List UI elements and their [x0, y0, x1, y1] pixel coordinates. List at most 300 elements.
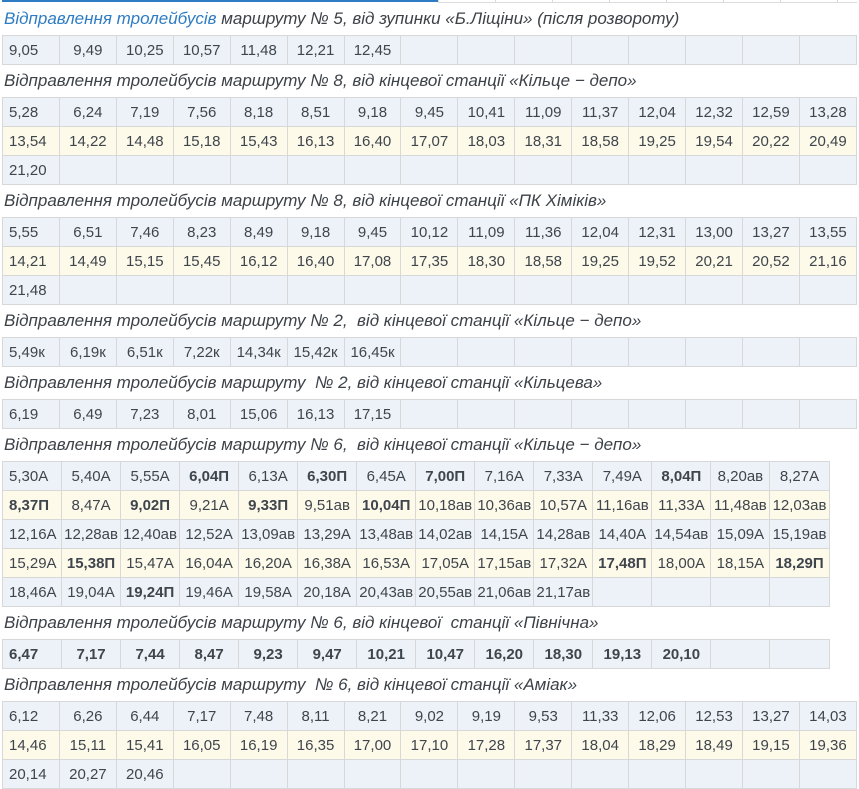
time-cell: 15,38П — [62, 549, 121, 578]
table-row — [3, 400, 857, 429]
section-title-route-2-kiltseva — [4, 372, 857, 394]
time-cell: 16,38А — [298, 549, 357, 578]
schedule-table-route-8-pk-khimikiv — [2, 217, 857, 305]
clipped-table-edge — [438, 0, 857, 3]
time-cell: 15,45 — [173, 247, 230, 276]
time-cell: 20,10 — [652, 640, 711, 669]
schedule-table-route-6-amiak — [2, 701, 857, 789]
time-cell: 20,21 — [686, 247, 743, 276]
clipped-blue-rule — [2, 0, 438, 3]
time-cell: 11,48 — [230, 36, 287, 65]
section-title-route-6-amiak — [4, 674, 857, 696]
time-cell: 12,40ав — [121, 520, 180, 549]
time-cell: 19,13 — [593, 640, 652, 669]
time-cell: 9,47 — [298, 640, 357, 669]
section-title-route-5-b-lishchyny — [4, 8, 857, 30]
empty-cell — [287, 760, 344, 789]
empty-cell — [742, 156, 799, 185]
empty-cell — [173, 156, 230, 185]
time-cell: 7,48 — [230, 702, 287, 731]
table-row — [3, 338, 857, 367]
time-cell: 6,04П — [180, 462, 239, 491]
time-cell: 18,00А — [652, 549, 711, 578]
time-cell: 10,57А — [534, 491, 593, 520]
empty-cell — [799, 760, 856, 789]
section-title-route-8-pk-khimikiv — [4, 190, 857, 212]
title-text: Відправлення тролейбусів маршруту № 2, від кінцевої станції «Кільцева» — [4, 373, 603, 392]
empty-cell — [59, 276, 116, 305]
time-cell: 10,25 — [116, 36, 173, 65]
time-cell: 20,46 — [116, 760, 173, 789]
time-cell: 8,20ав — [711, 462, 770, 491]
time-cell: 6,51 — [59, 218, 116, 247]
time-cell: 9,45 — [344, 218, 401, 247]
table-row — [3, 247, 857, 276]
time-cell: 17,07 — [401, 127, 458, 156]
empty-cell — [401, 36, 458, 65]
time-cell: 11,48ав — [711, 491, 770, 520]
time-cell: 18,30 — [534, 640, 593, 669]
table-row — [3, 491, 830, 520]
empty-cell — [173, 276, 230, 305]
time-cell: 11,33 — [572, 702, 629, 731]
time-cell: 8,47А — [62, 491, 121, 520]
time-cell: 19,52 — [629, 247, 686, 276]
section-title-route-2-kiltse-depo — [4, 310, 857, 332]
time-cell: 15,41 — [116, 731, 173, 760]
time-cell: 12,16А — [3, 520, 62, 549]
empty-cell — [458, 276, 515, 305]
time-cell: 10,41 — [458, 98, 515, 127]
time-cell: 20,43ав — [357, 578, 416, 607]
time-cell: 17,10 — [401, 731, 458, 760]
time-cell: 19,58А — [239, 578, 298, 607]
time-cell: 8,37П — [3, 491, 62, 520]
table-row — [3, 127, 857, 156]
empty-cell — [742, 338, 799, 367]
empty-cell — [686, 400, 743, 429]
empty-cell — [686, 36, 743, 65]
time-cell: 17,35 — [401, 247, 458, 276]
time-cell: 16,35 — [287, 731, 344, 760]
time-cell: 8,04П — [652, 462, 711, 491]
time-cell: 16,20 — [475, 640, 534, 669]
time-cell: 8,49 — [230, 218, 287, 247]
time-cell: 15,15 — [116, 247, 173, 276]
time-cell: 12,06 — [629, 702, 686, 731]
table-row — [3, 702, 857, 731]
time-cell: 13,27 — [742, 702, 799, 731]
time-cell: 16,13 — [287, 127, 344, 156]
empty-cell — [686, 338, 743, 367]
table-row — [3, 462, 830, 491]
time-cell: 13,28 — [799, 98, 856, 127]
empty-cell — [458, 156, 515, 185]
empty-cell — [515, 338, 572, 367]
time-cell: 20,52 — [742, 247, 799, 276]
time-cell: 12,52А — [180, 520, 239, 549]
empty-cell — [230, 276, 287, 305]
time-cell: 17,15 — [344, 400, 401, 429]
time-cell: 8,27А — [770, 462, 829, 491]
time-cell: 16,13 — [287, 400, 344, 429]
empty-cell — [401, 400, 458, 429]
empty-cell — [401, 276, 458, 305]
time-cell: 21,20 — [3, 156, 60, 185]
time-cell: 7,49А — [593, 462, 652, 491]
time-cell: 15,43 — [230, 127, 287, 156]
table-row — [3, 36, 857, 65]
time-cell: 20,14 — [3, 760, 60, 789]
empty-cell — [686, 276, 743, 305]
time-cell: 10,47 — [416, 640, 475, 669]
empty-cell — [515, 276, 572, 305]
time-cell: 9,49 — [59, 36, 116, 65]
time-cell: 14,48 — [116, 127, 173, 156]
time-cell: 9,33П — [239, 491, 298, 520]
time-cell: 16,12 — [230, 247, 287, 276]
time-cell: 8,01 — [173, 400, 230, 429]
time-cell: 13,48ав — [357, 520, 416, 549]
title-text: Відправлення тролейбусів маршруту № 8, від кінцевої станції «ПК Хіміків» — [4, 191, 607, 210]
time-cell: 8,11 — [287, 702, 344, 731]
time-cell: 11,09 — [458, 218, 515, 247]
time-cell: 14,21 — [3, 247, 60, 276]
time-cell: 18,31 — [515, 127, 572, 156]
time-cell: 8,21 — [344, 702, 401, 731]
time-cell: 14,02ав — [416, 520, 475, 549]
empty-cell — [515, 400, 572, 429]
empty-cell — [770, 578, 829, 607]
time-cell: 7,23 — [116, 400, 173, 429]
empty-cell — [629, 156, 686, 185]
time-cell: 15,06 — [230, 400, 287, 429]
time-cell: 7,17 — [173, 702, 230, 731]
time-cell: 5,49к — [3, 338, 60, 367]
time-cell: 9,23 — [239, 640, 298, 669]
time-cell: 6,47 — [3, 640, 62, 669]
time-cell: 20,27 — [59, 760, 116, 789]
time-cell: 10,04П — [357, 491, 416, 520]
time-cell: 13,55 — [799, 218, 856, 247]
time-cell: 11,33А — [652, 491, 711, 520]
empty-cell — [344, 156, 401, 185]
time-cell: 18,29П — [770, 549, 829, 578]
time-cell: 7,56 — [173, 98, 230, 127]
time-cell: 10,36ав — [475, 491, 534, 520]
time-cell: 11,09 — [515, 98, 572, 127]
time-cell: 10,57 — [173, 36, 230, 65]
empty-cell — [593, 578, 652, 607]
empty-cell — [711, 640, 770, 669]
time-cell: 9,05 — [3, 36, 60, 65]
empty-cell — [742, 760, 799, 789]
time-cell: 16,19 — [230, 731, 287, 760]
section-title-route-6-kiltse-depo — [4, 434, 857, 456]
time-cell: 17,48П — [593, 549, 652, 578]
schedule-table-route-6-kiltse-depo — [2, 461, 830, 607]
table-row — [3, 520, 830, 549]
time-cell: 21,06ав — [475, 578, 534, 607]
empty-cell — [572, 338, 629, 367]
time-cell: 11,36 — [515, 218, 572, 247]
time-cell: 16,45к — [344, 338, 401, 367]
time-cell: 9,18 — [287, 218, 344, 247]
time-cell: 20,49 — [799, 127, 856, 156]
time-cell: 7,22к — [173, 338, 230, 367]
empty-cell — [742, 36, 799, 65]
time-cell: 7,00П — [416, 462, 475, 491]
table-row — [3, 156, 857, 185]
empty-cell — [458, 338, 515, 367]
table-row — [3, 640, 830, 669]
title-text: Відправлення тролейбусів маршруту № 8, від кінцевої станції «Кільце − депо» — [4, 71, 637, 90]
time-cell: 6,24 — [59, 98, 116, 127]
time-cell: 5,28 — [3, 98, 60, 127]
empty-cell — [287, 156, 344, 185]
empty-cell — [799, 36, 856, 65]
time-cell: 19,15 — [742, 731, 799, 760]
section-title-route-8-kiltse-depo — [4, 70, 857, 92]
time-cell: 12,03ав — [770, 491, 829, 520]
time-cell: 8,47 — [180, 640, 239, 669]
time-cell: 17,05А — [416, 549, 475, 578]
empty-cell — [629, 760, 686, 789]
time-cell: 5,55А — [121, 462, 180, 491]
empty-cell — [799, 276, 856, 305]
time-cell: 6,49 — [59, 400, 116, 429]
time-cell: 12,04 — [572, 218, 629, 247]
time-cell: 13,09ав — [239, 520, 298, 549]
empty-cell — [629, 276, 686, 305]
time-cell: 13,27 — [742, 218, 799, 247]
table-row — [3, 731, 857, 760]
time-cell: 6,45А — [357, 462, 416, 491]
time-cell: 17,08 — [344, 247, 401, 276]
schedule-sections — [2, 8, 857, 789]
empty-cell — [799, 156, 856, 185]
time-cell: 18,03 — [458, 127, 515, 156]
time-cell: 14,28ав — [534, 520, 593, 549]
time-cell: 21,16 — [799, 247, 856, 276]
empty-cell — [287, 276, 344, 305]
time-cell: 13,00 — [686, 218, 743, 247]
time-cell: 12,21 — [287, 36, 344, 65]
empty-cell — [572, 400, 629, 429]
time-cell: 19,04А — [62, 578, 121, 607]
time-cell: 9,53 — [515, 702, 572, 731]
empty-cell — [230, 760, 287, 789]
empty-cell — [686, 156, 743, 185]
time-cell: 6,30П — [298, 462, 357, 491]
empty-cell — [799, 338, 856, 367]
time-cell: 7,17 — [62, 640, 121, 669]
empty-cell — [572, 36, 629, 65]
empty-cell — [458, 400, 515, 429]
empty-cell — [572, 156, 629, 185]
time-cell: 12,59 — [742, 98, 799, 127]
time-cell: 20,22 — [742, 127, 799, 156]
empty-cell — [629, 338, 686, 367]
empty-cell — [515, 760, 572, 789]
time-cell: 15,11 — [59, 731, 116, 760]
time-cell: 14,22 — [59, 127, 116, 156]
time-cell: 14,40А — [593, 520, 652, 549]
time-cell: 15,47А — [121, 549, 180, 578]
time-cell: 14,03 — [799, 702, 856, 731]
time-cell: 6,13А — [239, 462, 298, 491]
schedule-table-route-6-pivnichna — [2, 639, 830, 669]
schedule-table-route-8-kiltse-depo — [2, 97, 857, 185]
time-cell: 15,18 — [173, 127, 230, 156]
empty-cell — [799, 400, 856, 429]
empty-cell — [742, 400, 799, 429]
time-cell: 15,29А — [3, 549, 62, 578]
time-cell: 7,44 — [121, 640, 180, 669]
title-highlight: Відправлення тролейбусів — [4, 9, 217, 28]
time-cell: 10,18ав — [416, 491, 475, 520]
table-row — [3, 218, 857, 247]
time-cell: 17,00 — [344, 731, 401, 760]
time-cell: 16,40 — [287, 247, 344, 276]
time-cell: 17,37 — [515, 731, 572, 760]
time-cell: 16,53А — [357, 549, 416, 578]
empty-cell — [629, 400, 686, 429]
empty-cell — [401, 156, 458, 185]
title-text: Відправлення тролейбусів маршруту № 6, від кінцевої станції «Аміак» — [4, 675, 578, 694]
time-cell: 18,58 — [572, 127, 629, 156]
table-row — [3, 98, 857, 127]
table-row — [3, 760, 857, 789]
time-cell: 19,25 — [629, 127, 686, 156]
time-cell: 9,02 — [401, 702, 458, 731]
time-cell: 7,19 — [116, 98, 173, 127]
top-clipped-content — [2, 0, 857, 3]
table-row — [3, 549, 830, 578]
time-cell: 16,20А — [239, 549, 298, 578]
time-cell: 7,16А — [475, 462, 534, 491]
time-cell: 17,28 — [458, 731, 515, 760]
time-cell: 21,17ав — [534, 578, 593, 607]
title-text: Відправлення тролейбусів маршруту № 2, від кінцевої станції «Кільце − депо» — [4, 311, 642, 330]
schedule-table-route-5-b-lishchyny — [2, 35, 857, 65]
empty-cell — [652, 578, 711, 607]
time-cell: 16,04А — [180, 549, 239, 578]
empty-cell — [572, 276, 629, 305]
empty-cell — [711, 578, 770, 607]
time-cell: 10,21 — [357, 640, 416, 669]
time-cell: 18,29 — [629, 731, 686, 760]
empty-cell — [742, 276, 799, 305]
time-cell: 18,04 — [572, 731, 629, 760]
time-cell: 18,46А — [3, 578, 62, 607]
time-cell: 14,34к — [230, 338, 287, 367]
time-cell: 12,32 — [686, 98, 743, 127]
time-cell: 14,46 — [3, 731, 60, 760]
schedule-table-route-2-kiltseva — [2, 399, 857, 429]
empty-cell — [230, 156, 287, 185]
time-cell: 15,19ав — [770, 520, 829, 549]
time-cell: 19,24П — [121, 578, 180, 607]
time-cell: 15,42к — [287, 338, 344, 367]
table-row — [3, 276, 857, 305]
empty-cell — [344, 276, 401, 305]
time-cell: 19,36 — [799, 731, 856, 760]
schedule-table-route-2-kiltse-depo — [2, 337, 857, 367]
empty-cell — [572, 760, 629, 789]
time-cell: 12,28ав — [62, 520, 121, 549]
time-cell: 6,44 — [116, 702, 173, 731]
time-cell: 9,02П — [121, 491, 180, 520]
empty-cell — [458, 36, 515, 65]
empty-cell — [515, 36, 572, 65]
time-cell: 8,51 — [287, 98, 344, 127]
time-cell: 11,16ав — [593, 491, 652, 520]
empty-cell — [770, 640, 829, 669]
time-cell: 8,18 — [230, 98, 287, 127]
time-cell: 14,54ав — [652, 520, 711, 549]
time-cell: 9,18 — [344, 98, 401, 127]
table-row — [3, 578, 830, 607]
time-cell: 6,12 — [3, 702, 60, 731]
time-cell: 6,51к — [116, 338, 173, 367]
time-cell: 11,37 — [572, 98, 629, 127]
time-cell: 17,15ав — [475, 549, 534, 578]
empty-cell — [629, 36, 686, 65]
empty-cell — [686, 760, 743, 789]
time-cell: 7,46 — [116, 218, 173, 247]
empty-cell — [173, 760, 230, 789]
empty-cell — [59, 156, 116, 185]
time-cell: 18,49 — [686, 731, 743, 760]
title-text: Відправлення тролейбусів маршруту № 6, від кінцевої станції «Кільце − депо» — [4, 435, 642, 454]
time-cell: 9,21А — [180, 491, 239, 520]
time-cell: 12,04 — [629, 98, 686, 127]
time-cell: 5,40А — [62, 462, 121, 491]
title-text: Відправлення тролейбусів маршруту № 6, від кінцевої станції «Північна» — [4, 613, 599, 632]
time-cell: 5,55 — [3, 218, 60, 247]
time-cell: 17,32А — [534, 549, 593, 578]
time-cell: 12,53 — [686, 702, 743, 731]
time-cell: 13,54 — [3, 127, 60, 156]
time-cell: 18,58 — [515, 247, 572, 276]
time-cell: 10,12 — [401, 218, 458, 247]
time-cell: 6,19к — [59, 338, 116, 367]
time-cell: 20,18А — [298, 578, 357, 607]
time-cell: 16,40 — [344, 127, 401, 156]
time-cell: 15,09А — [711, 520, 770, 549]
time-cell: 13,29А — [298, 520, 357, 549]
time-cell: 9,45 — [401, 98, 458, 127]
time-cell: 6,19 — [3, 400, 60, 429]
time-cell: 8,23 — [173, 218, 230, 247]
empty-cell — [515, 156, 572, 185]
section-title-route-6-pivnichna — [4, 612, 857, 634]
empty-cell — [401, 760, 458, 789]
time-cell: 7,33А — [534, 462, 593, 491]
time-cell: 9,51ав — [298, 491, 357, 520]
time-cell: 21,48 — [3, 276, 60, 305]
time-cell: 18,30 — [458, 247, 515, 276]
empty-cell — [401, 338, 458, 367]
time-cell: 19,54 — [686, 127, 743, 156]
time-cell: 16,05 — [173, 731, 230, 760]
time-cell: 6,26 — [59, 702, 116, 731]
empty-cell — [116, 156, 173, 185]
time-cell: 12,31 — [629, 218, 686, 247]
empty-cell — [116, 276, 173, 305]
time-cell: 12,45 — [344, 36, 401, 65]
